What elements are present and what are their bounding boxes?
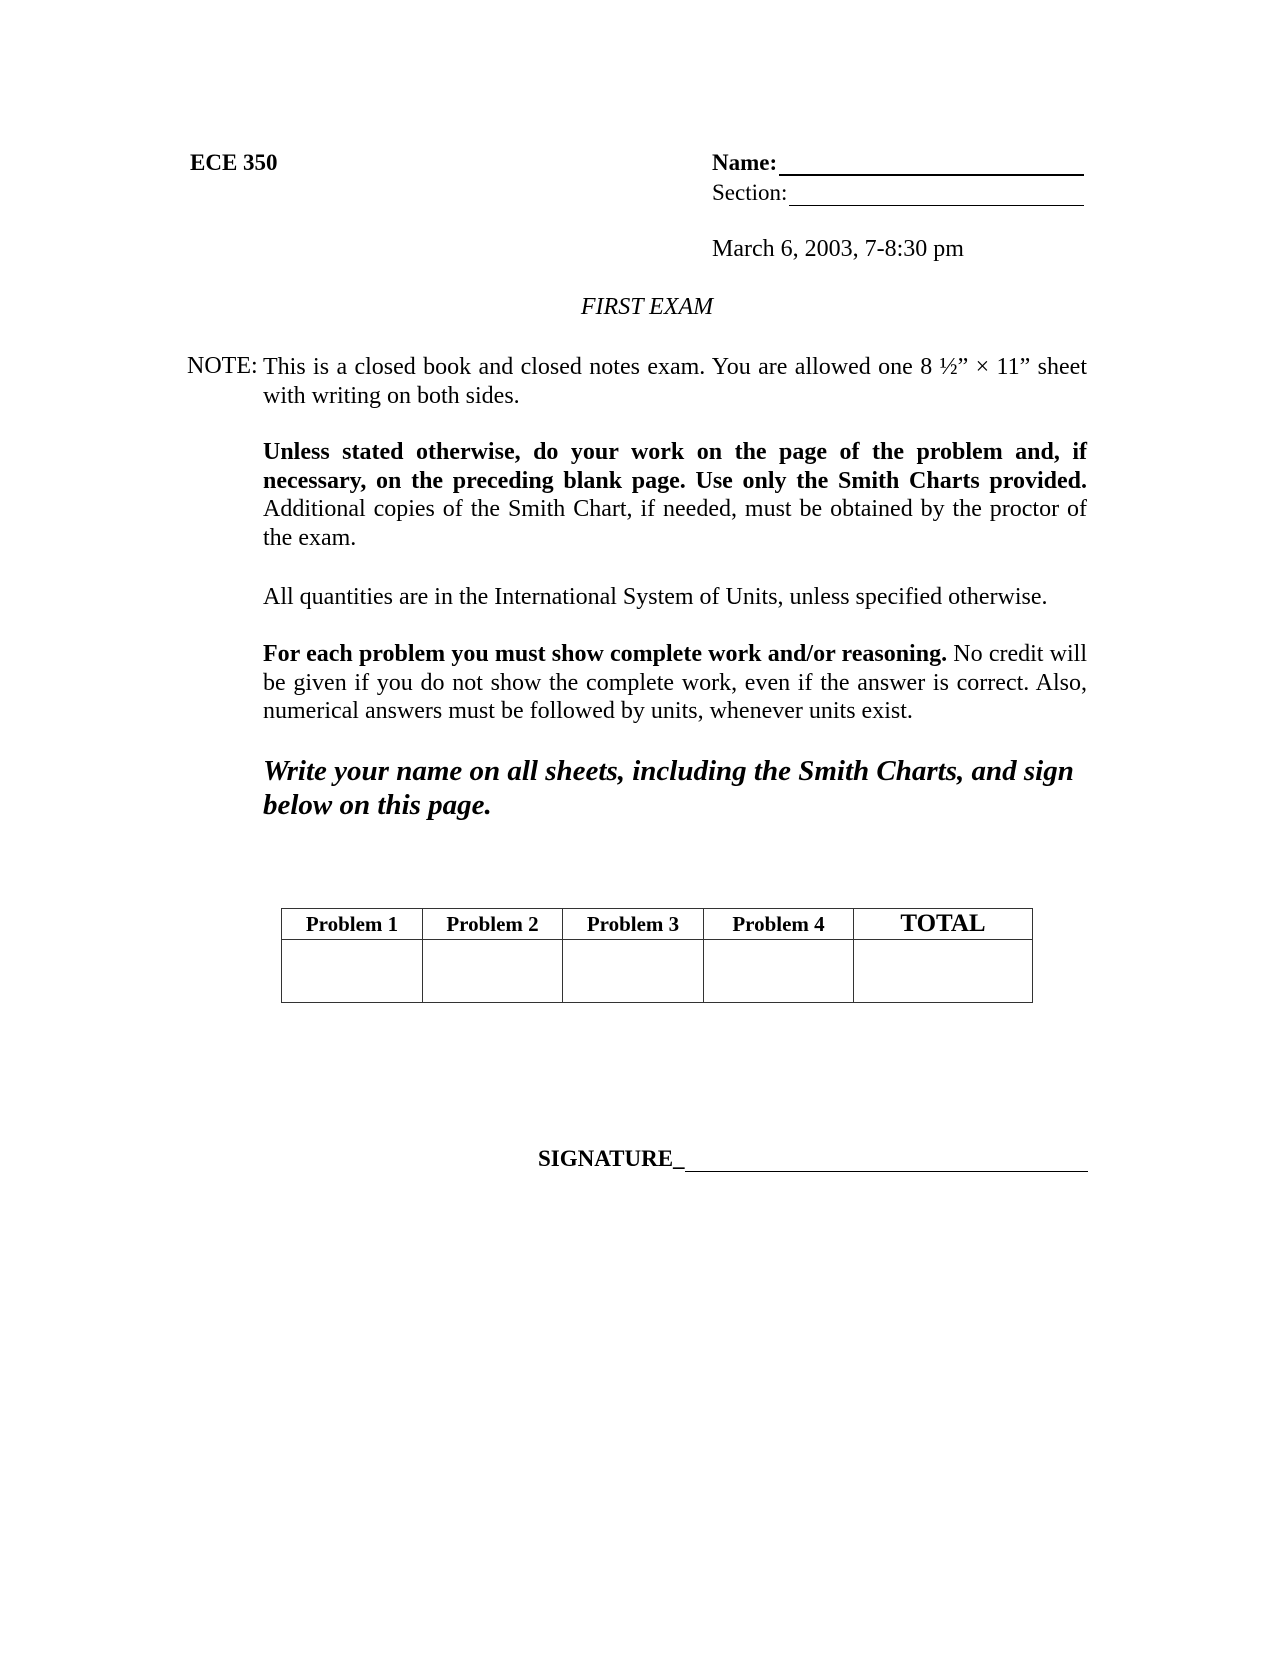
signature-label: SIGNATURE_ [538, 1146, 685, 1171]
note-label: NOTE: [187, 353, 258, 379]
work-rest: No credit will be given if you do not show the complete work, even if the answer is correct. Also, numerical answers must be followed by units, whenever units exist. [263, 641, 1087, 724]
exam-date: March 6, 2003, 7-8:30 pm [712, 236, 964, 262]
score-cell-problem-1[interactable] [282, 940, 423, 1003]
name-field[interactable] [712, 150, 1084, 176]
work-bold: For each problem you must show complete work and/or reasoning. [263, 641, 948, 667]
signature-blank[interactable] [685, 1149, 1088, 1172]
course-code: ECE 350 [190, 150, 278, 175]
units-paragraph: All quantities are in the International System of Units, unless specified otherwise. [263, 584, 1048, 610]
section-blank[interactable] [789, 183, 1084, 206]
score-cell-problem-4[interactable] [704, 940, 854, 1003]
score-table-header-row [282, 909, 1033, 940]
score-cell-problem-2[interactable] [423, 940, 563, 1003]
score-header-total: TOTAL [854, 909, 1033, 940]
score-header-problem-3: Problem 3 [563, 909, 704, 940]
sign-instruction: Write your name on all sheets, including the Smith Charts, and sign below on this page. [263, 755, 1074, 821]
signature-field[interactable] [538, 1146, 1088, 1172]
instructions-bold: Unless stated otherwise, do your work on the page of the problem and, if necessary, on the preceding blank page. Use only the Smith Charts provided. [263, 439, 1087, 494]
score-header-problem-2: Problem 2 [423, 909, 563, 940]
instructions-rest: Additional copies of the Smith Chart, if needed, must be obtained by the proctor of the exam. [263, 496, 1087, 551]
score-header-problem-4: Problem 4 [704, 909, 854, 940]
score-header-problem-1: Problem 1 [282, 909, 423, 940]
exam-title: FIRST EXAM [580, 294, 714, 320]
work-paragraph [263, 640, 1087, 726]
section-field[interactable] [712, 180, 1084, 206]
note-intro: This is a closed book and closed notes exam. You are allowed one 8 ½” × 11” sheet with writing on both sides. [263, 354, 1087, 409]
name-label: Name: [712, 150, 778, 175]
section-label: Section: [712, 180, 788, 205]
score-cell-total[interactable] [854, 940, 1033, 1003]
score-cell-problem-3[interactable] [563, 940, 704, 1003]
instructions-paragraph [263, 438, 1087, 552]
name-blank[interactable] [779, 152, 1084, 176]
score-table-row [282, 940, 1033, 1003]
score-table [281, 908, 1033, 1003]
